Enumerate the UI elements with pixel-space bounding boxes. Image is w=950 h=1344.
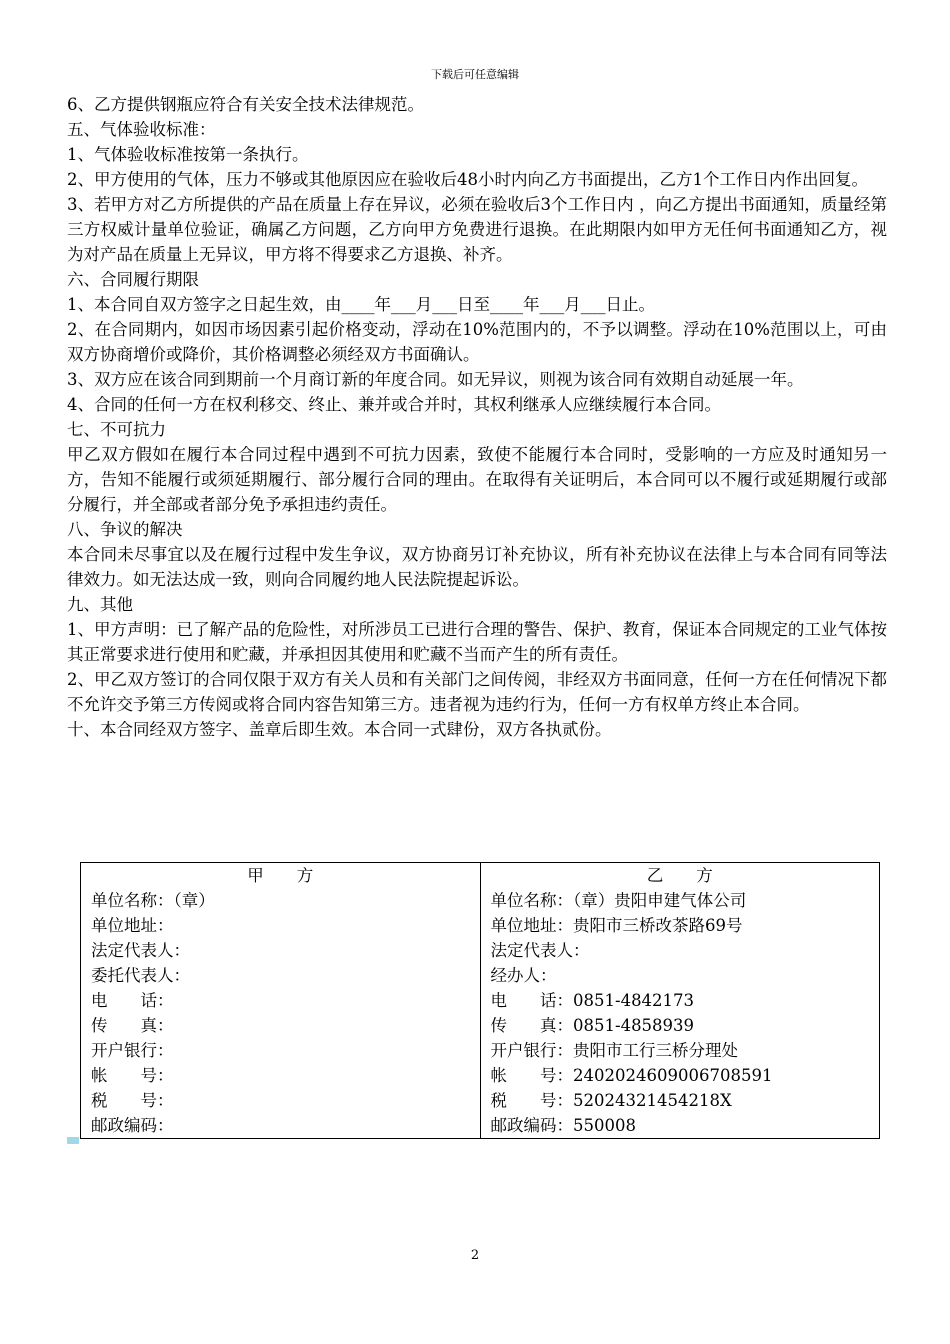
party-a-field: 邮政编码：	[91, 1116, 174, 1135]
page-header: 下载后可任意编辑	[431, 68, 519, 81]
clause-paragraph: 本合同未尽事宜以及在履行过程中发生争议，双方协商另订补充协议，所有补充协议在法律上与本合同有同等法律效力。如无法达成一致，则向合同履约地人民法院提起诉讼。	[67, 545, 887, 589]
section-heading: 五、气体验收标准：	[67, 120, 216, 139]
party-a-field: 税 号：	[91, 1091, 174, 1110]
clause-paragraph: 6、乙方提供钢瓶应符合有关安全技术法律规范。	[67, 95, 424, 114]
party-a-field: 传 真：	[91, 1016, 174, 1035]
clause-paragraph: 甲乙双方假如在履行本合同过程中遇到不可抗力因素，致使不能履行本合同时，受影响的一方应及时通知另一方，告知不能履行或须延期履行、部分履行合同的理由。在取得有关证明后，本合同可以不履行或延期履行或部分履行，并全部或者部分免予承担违约责任。	[67, 445, 887, 514]
section-heading: 七、不可抗力	[67, 420, 166, 439]
party-a-cell	[81, 863, 481, 1139]
party-a-field: 电 话：	[91, 991, 174, 1010]
party-a-field: 法定代表人：	[91, 941, 190, 960]
party-b-field: 单位名称：（章）贵阳申建气体公司	[490, 891, 747, 910]
party-a-field: 帐 号：	[91, 1066, 174, 1085]
party-b-field: 税 号：52024321454218X	[490, 1091, 732, 1110]
section-heading: 六、合同履行期限	[67, 270, 199, 289]
party-b-cell	[480, 863, 880, 1139]
party-b-field: 传 真：0851-4858939	[490, 1016, 695, 1035]
paragraph-marker	[67, 1137, 79, 1144]
party-b-field: 邮政编码：550008	[490, 1116, 636, 1135]
party-b-heading: 乙 方	[646, 866, 713, 885]
party-a-field: 委托代表人：	[91, 966, 190, 985]
clause-paragraph: 2、甲方使用的气体，压力不够或其他原因应在验收后48小时内向乙方书面提出，乙方1个工作日内作出回复。	[67, 170, 868, 189]
section-heading: 九、其他	[67, 595, 133, 614]
party-b-field: 帐 号：2402024609006708591	[490, 1066, 773, 1085]
party-b-field: 单位地址：贵阳市三桥改茶路69号	[490, 916, 743, 935]
party-a-heading: 甲 方	[247, 866, 314, 885]
signature-table	[80, 862, 880, 1139]
party-b-field: 法定代表人：	[490, 941, 590, 960]
clause-paragraph: 1、本合同自双方签字之日起生效，由____年___月___日至____年___月___日止。	[67, 295, 655, 314]
clause-paragraph: 1、甲方声明：已了解产品的危险性，对所涉员工已进行合理的警告、保护、教育，保证本合同规定的工业气体按其正常要求进行使用和贮藏，并承担因其使用和贮藏不当而产生的所有责任。	[67, 620, 887, 664]
clause-paragraph: 3、若甲方对乙方所提供的产品在质量上存在异议，必须在验收后3个工作日内 ，向乙方提出书面通知，质量经第三方权威计量单位验证，确属乙方问题，乙方向甲方免费进行退换。在此期限内如甲方无任何书面通知乙方，视为对产品在质量上无异议，甲方将不得要求乙方退换、补齐。	[67, 195, 887, 264]
section-heading: 十、本合同经双方签字、盖章后即生效。本合同一式肆份，双方各执贰份。	[67, 720, 612, 739]
party-a-field: 开户银行：	[91, 1041, 174, 1060]
page-number: 2	[470, 1248, 480, 1263]
party-b-field: 经办人：	[490, 966, 557, 985]
section-heading: 八、争议的解决	[67, 520, 183, 539]
party-a-field: 单位名称：（章）	[91, 891, 215, 910]
clause-paragraph: 3、双方应在该合同到期前一个月商订新的年度合同。如无异议，则视为该合同有效期自动延展一年。	[67, 370, 804, 389]
clause-paragraph: 1、气体验收标准按第一条执行。	[67, 145, 309, 164]
clause-paragraph: 2、甲乙双方签订的合同仅限于双方有关人员和有关部门之间传阅，非经双方书面同意，任何一方在任何情况下都不允许交予第三方传阅或将合同内容告知第三方。违者视为违约行为，任何一方有权单方终止本合同。	[67, 670, 887, 714]
contract-body	[67, 92, 887, 742]
party-b-field: 电 话：0851-4842173	[490, 991, 695, 1010]
party-a-field: 单位地址：	[91, 916, 174, 935]
clause-paragraph: 2、在合同期内，如因市场因素引起价格变动，浮动在10%范围内的，不予以调整。浮动在10%范围以上，可由双方协商增价或降价，其价格调整必须经双方书面确认。	[67, 320, 887, 364]
party-b-field: 开户银行：贵阳市工行三桥分理处	[490, 1041, 738, 1060]
clause-paragraph: 4、合同的任何一方在权利移交、终止、兼并或合并时，其权利继承人应继续履行本合同。	[67, 395, 721, 414]
